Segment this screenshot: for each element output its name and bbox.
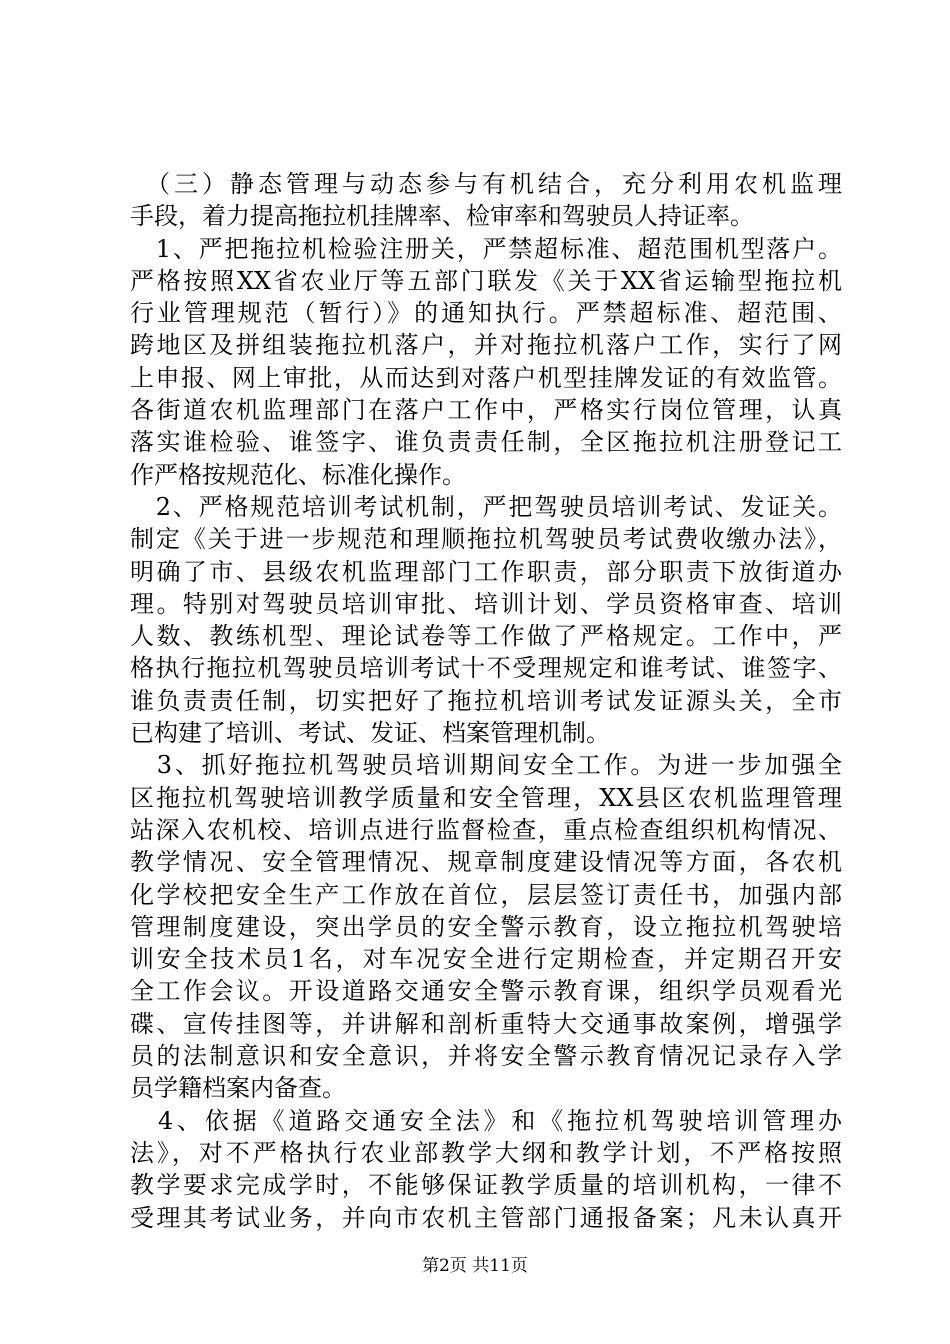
text-line: 管理制度建设，突出学员的安全警示教育，设立拖拉机驾驶培 <box>130 912 842 941</box>
page-footer: 第2页 共11页 <box>422 1256 528 1276</box>
text-line: 明确了市、县级农机监理部门工作职责，部分职责下放街道办 <box>130 557 842 586</box>
text-line: 站深入农机校、培训点进行监督检查，重点检查组织机构情况、 <box>130 815 842 844</box>
text-line: 区拖拉机驾驶培训教学质量和安全管理，XX县区农机监理管理 <box>130 783 842 812</box>
text-line: 落实谁检验、谁签字、谁负责责任制，全区拖拉机注册登记工 <box>130 428 842 457</box>
text-line: 全工作会议。开设道路交通安全警示教育课，组织学员观看光 <box>130 977 842 1006</box>
text-line: 行业管理规范（暂行）》的通知执行。严禁超标准、超范围、 <box>130 299 842 328</box>
body-text <box>130 168 842 1234</box>
text-line: 化学校把安全生产工作放在首位，层层签订责任书，加强内部 <box>130 880 842 909</box>
text-line: 格执行拖拉机驾驶员培训考试十不受理规定和谁考试、谁签字、 <box>130 654 842 683</box>
text-line: 员的法制意识和安全意识，并将安全警示教育情况记录存入学 <box>130 1042 842 1071</box>
text-line: 训安全技术员1名，对车况安全进行定期检查，并定期召开安 <box>130 945 842 974</box>
text-line: 受理其考试业务，并向市农机主管部门通报备案；凡未认真开 <box>130 1203 842 1232</box>
text-line: 碟、宣传挂图等，并讲解和剖析重特大交通事故案例，增强学 <box>130 1009 842 1038</box>
text-line: 谁负责责任制，切实把好了拖拉机培训考试发证源头关，全市 <box>130 686 842 715</box>
text-line: 2、严格规范培训考试机制，严把驾驶员培训考试、发证关。 <box>130 492 842 521</box>
text-line: 教学要求完成学时，不能够保证教学质量的培训机构，一律不 <box>130 1171 842 1200</box>
text-line: 教学情况、安全管理情况、规章制度建设情况等方面，各农机 <box>130 848 842 877</box>
text-line: 员学籍档案内备查。 <box>130 1074 346 1103</box>
text-line: 各街道农机监理部门在落户工作中，严格实行岗位管理，认真 <box>130 396 842 425</box>
text-line: （三）静态管理与动态参与有机结合，充分利用农机监理 <box>130 170 842 198</box>
text-line: 已构建了培训、考试、发证、档案管理机制。 <box>130 719 610 748</box>
text-line: 作严格按规范化、标准化操作。 <box>130 460 466 489</box>
text-line: 理。特别对驾驶员培训审批、培训计划、学员资格审查、培训 <box>130 589 842 618</box>
text-line: 跨地区及拼组装拖拉机落户，并对拖拉机落户工作，实行了网 <box>130 331 842 360</box>
text-line: 4、依据《道路交通安全法》和《拖拉机驾驶培训管理办 <box>130 1106 842 1135</box>
text-line: 法》，对不严格执行农业部教学大纲和教学计划，不严格按照 <box>130 1138 842 1167</box>
text-line: 人数、教练机型、理论试卷等工作做了严格规定。工作中，严 <box>130 622 842 651</box>
text-line: 手段，着力提高拖拉机挂牌率、检审率和驾驶员人持证率。 <box>130 202 754 231</box>
text-line: 严格按照XX省农业厅等五部门联发《关于XX省运输型拖拉机 <box>130 266 842 295</box>
text-line: 3、抓好拖拉机驾驶员培训期间安全工作。为进一步加强全 <box>130 751 842 780</box>
text-line: 上申报、网上审批，从而达到对落户机型挂牌发证的有效监管。 <box>130 363 842 392</box>
text-line: 制定《关于进一步规范和理顺拖拉机驾驶员考试费收缴办法》， <box>130 525 842 554</box>
text-line: 1、严把拖拉机检验注册关，严禁超标准、超范围机型落户。 <box>130 234 842 263</box>
